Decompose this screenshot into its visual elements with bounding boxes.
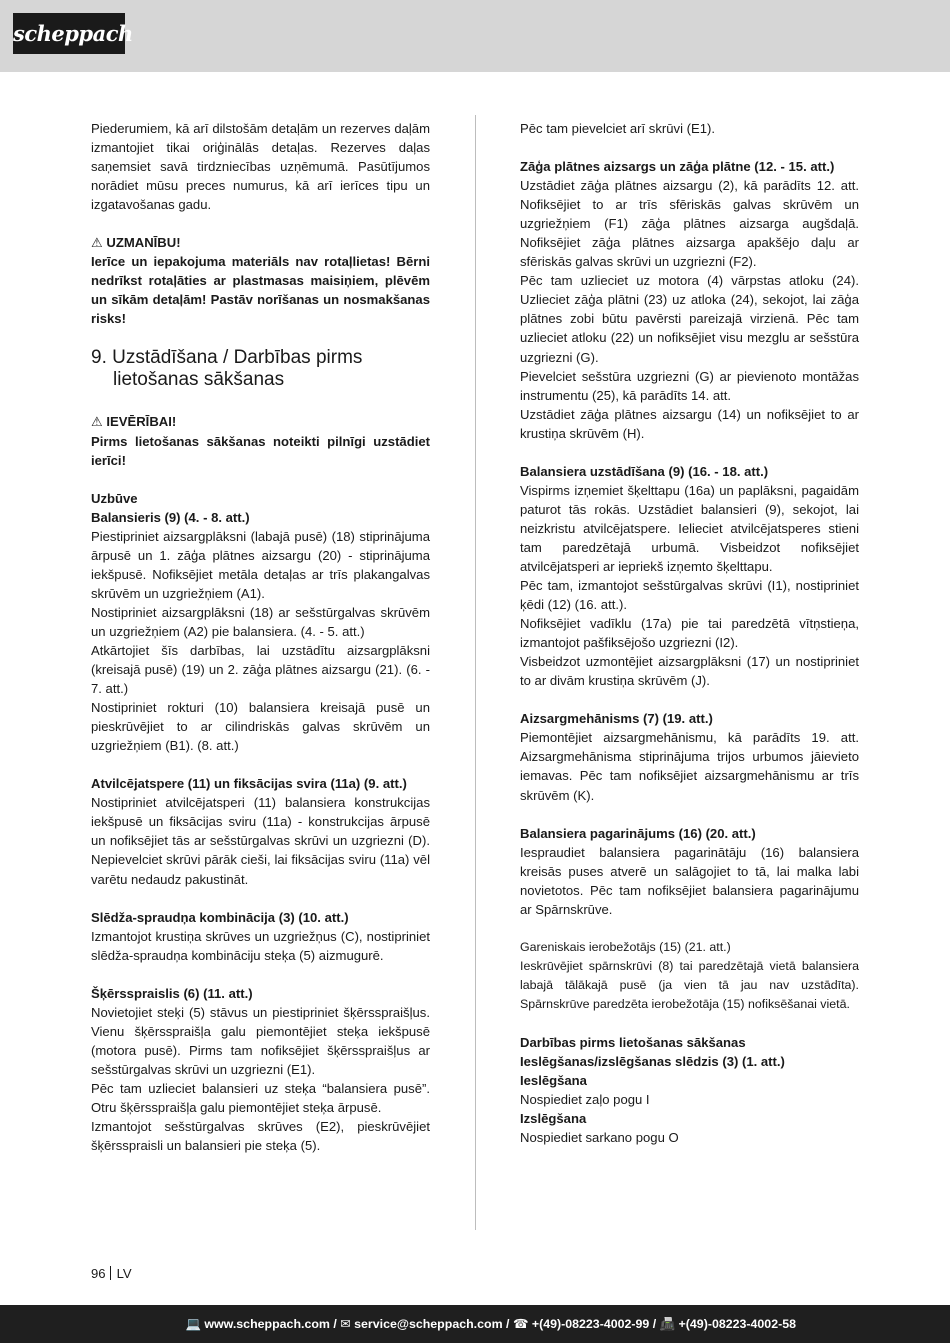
warning-1-title — [91, 233, 430, 252]
paragraph: Ieskrūvējiet spārnskrūvi (8) tai paredzētajā vietā balansiera labajā tālākajā pusē (ja vien tā jau nav uzstādīta). Spārnskrūve paredzēta ierobežotāja (15) nofiksēšanai vietā. — [520, 958, 859, 1011]
subheading-pagarinajums: Balansiera pagarinājums (16) (20. att.) — [520, 825, 756, 841]
paragraph: Uzstādiet zāģa plātnes aizsargu (2), kā parādīts 12. att. Nofiksējiet to ar trīs sfēriskās galvas skrūvēm un uzgriežņiem (F1) zāģa plātnes aizsarga augšdaļā. Nofiksējiet zāģa plātnes aizsarga apakšējo daļu ar sfēriskās galvas skrūvi un uzgriezni (F2). — [520, 178, 859, 270]
subheading-skersspraislis: Šķērsspraislis (6) (11. att.) — [91, 985, 253, 1001]
subheading-darbibas: Darbības pirms lietošanas sākšanas — [520, 1034, 746, 1050]
paragraph: Vispirms izņemiet šķelttapu (16a) un paplāksni, pagaidām paturot tās rokās. Uzstādiet balansieri (9), sekojot, lai neizkristu atvilcējatspere. Ielieciet atvilcējatsperes stieni tam paredzētajā urbumā. Visbeidzot nofiksējiet atvilcējatsperi ar iepriekš izņemto šķelttapu. — [520, 482, 859, 574]
page-language: LV — [116, 1266, 132, 1281]
paragraph: Izmantojot sešstūrgalvas skrūves (E2), pieskrūvējiet šķērsspraisli un balansieri pie steķa (5). — [91, 1119, 430, 1154]
subheading-sledza: Slēdža-spraudņa kombinācija (3) (10. att.) — [91, 909, 349, 925]
mail-icon: ✉ — [340, 1317, 351, 1331]
computer-icon: 💻 — [185, 1317, 201, 1331]
footer-sep: / — [506, 1317, 510, 1331]
right-column — [520, 119, 859, 1147]
phone-icon: ☎ — [512, 1317, 529, 1331]
fax-icon: 📠 — [659, 1317, 676, 1331]
paragraph: Piestipriniet aizsargplāksni (labajā pusē) (18) stiprinājuma ārpusē un 1. zāģa plātnes aizsargu (20) - stiprinājuma iekšpusē. Nofiksējiet metāla detaļas ar trīs plakangalvas skrūvēm un uzgriežņiem (A1). — [91, 528, 430, 601]
page-number-separator — [110, 1266, 111, 1280]
paragraph: Atkārtojiet šīs darbības, lai uzstādītu aizsargplāksni (kreisajā pusē) (19) un 2. zāģa plātnes aizsargu (21). (6. - 7. att.) — [91, 642, 430, 697]
paragraph: Izmantojot krustiņa skrūves un uzgriežņus (C), nostipriniet slēdža-spraudņa kombināciju steķa (5) aizmugurē. — [91, 928, 430, 963]
paragraph: Nospiediet zaļo pogu I — [520, 1092, 650, 1108]
label-ieslegsana: Ieslēgšana — [520, 1073, 587, 1089]
paragraph: Nostipriniet rokturi (10) balansiera kreisajā pusē un pieskrūvējiet to ar cilindriskās galvas skrūvēm un uzgriežņiem (B1). (8. att.) — [91, 700, 430, 754]
paragraph: Uzstādiet zāģa plātnes aizsargu (14) un nofiksējiet to ar krustiņa skrūvēm (H). — [520, 406, 859, 441]
subheading-uzbuve: Uzbūve — [91, 490, 138, 506]
page-number-value: 96 — [91, 1266, 106, 1281]
paragraph: Iespraudiet balansiera pagarinātāju (16) balansiera kreisās puses atverē un salāgojiet to tā, lai malka labi novietotos. Pēc tam nofiksējiet balansiera pagarinājumu ar Spārnskrūve. — [520, 844, 859, 917]
paragraph: Pēc tam uzlieciet balansieri uz steķa “balansiera pusē”. Otru šķērsspraišļa galu piemontējiet steķa ārpusē. — [91, 1080, 430, 1115]
paragraph: Pēc tam uzlieciet uz motora (4) vārpstas atloku (24). Uzlieciet zāģa plātni (23) uz atloka (24), sekojot, lai zāģa plātnes zobi būtu pavērsti pareizajā virzienā. Pēc tam uzlieciet atloku (22) un nofiksējiet visu mezglu ar sešstūra uzgriezni (G). — [520, 273, 859, 365]
subheading-aizsargmehanisms: Aizsargmehānisms (7) (19. att.) — [520, 711, 713, 727]
subheading-balansiera-uzstadisana: Balansiera uzstādīšana (9) (16. - 18. att.) — [520, 463, 769, 479]
warning-icon: ⚠ — [91, 414, 103, 430]
paragraph: Pēc tam pievelciet arī skrūvi (E1). — [520, 121, 716, 136]
paragraph: Pēc tam, izmantojot sešstūrgalvas skrūvi (I1), nostipriniet ķēdi (12) (16. att.). — [520, 578, 859, 613]
footer-fax: +(49)-08223-4002-58 — [678, 1317, 796, 1331]
subheading-sledzis: Ieslēgšanas/izslēgšanas slēdzis (3) (1. att.) — [520, 1054, 785, 1070]
label-izslegsana: Izslēgšana — [520, 1111, 587, 1127]
warning-2-text: Pirms lietošanas sākšanas noteikti pilnīgi uzstādiet ierīci! — [91, 433, 430, 468]
section-title: 9. Uzstādīšana / Darbības pirms lietošanas sākšanas — [91, 347, 363, 391]
page-footer — [0, 1305, 950, 1343]
warning-2-title — [91, 412, 430, 431]
footer-email: service@scheppach.com — [354, 1317, 503, 1331]
paragraph: Nofiksējiet vadīklu (17a) pie tai paredzētā vītņstieņa, izmantojot pašfiksējošo uzgriezni (I2). — [520, 616, 859, 651]
paragraph: Piemontējiet aizsargmehānismu, kā parādīts 19. att. Aizsargmehānisma stiprinājuma trijos urbumos jāievieto iemavas. Pēc tam nofiksējiet aizsargmehānismu ar trīs skrūvēm (K). — [520, 730, 859, 803]
footer-sep: / — [652, 1317, 657, 1331]
column-divider — [475, 115, 476, 1230]
paragraph: Novietojiet steķi (5) stāvus un piestipriniet šķērsspraišļus. Vienu šķērsspraišļa galu piemontējiet steķa iekšpusē (motora pusē). Pirms tam nofiksējiet šķērsspraišļus ar sešstūrgalvas skrūvi un uzgriezni (E1). — [91, 1004, 430, 1077]
paragraph: Pievelciet sešstūra uzgriezni (G) ar pievienoto montāžas instrumentu (25), kā parādīts 14. att. — [520, 368, 859, 403]
paragraph: Nostipriniet aizsargplāksni (18) ar sešstūrgalvas skrūvēm un uzgriežņiem (A2) pie balansiera. (4. - 5. att.) — [91, 604, 430, 639]
subheading-atvilcejatspere: Atvilcējatspere (11) un fiksācijas svira (11a) (9. att.) — [91, 776, 407, 792]
paragraph: Visbeidzot uzmontējiet aizsargplāksni (17) un nostipriniet to ar divām krustiņa skrūvēm (J). — [520, 654, 859, 689]
page-header — [0, 0, 950, 72]
footer-web: www.scheppach.com — [204, 1317, 330, 1331]
subheading-balansieris: Balansieris (9) (4. - 8. att.) — [91, 509, 250, 525]
subheading-gareniskais: Gareniskais ierobežotājs (15) (21. att.) — [520, 939, 731, 954]
warning-1-label: UZMANĪBU! — [106, 235, 181, 251]
warning-2-label: IEVĒRĪBAI! — [106, 414, 177, 430]
warning-1-text: Ierīce un iepakojuma materiāls nav rotaļlietas! Bērni nedrīkst rotaļāties ar plastmasas maisiņiem, plēvēm un sīkām detaļām! Pastāv norīšanas un nosmakšanas risks! — [91, 254, 430, 327]
left-column — [91, 119, 430, 1155]
subheading-zaga: Zāģa plātnes aizsargs un zāģa plātne (12. - 15. att.) — [520, 159, 835, 175]
paragraph: Nospiediet sarkano pogu O — [520, 1130, 679, 1146]
scheppach-logo: scheppach — [13, 13, 125, 54]
footer-sep: / — [333, 1317, 337, 1331]
footer-contact — [186, 1305, 797, 1343]
intro-paragraph: Piederumiem, kā arī dilstošām detaļām un rezerves daļām izmantojiet tikai oriģinālās detaļas. Rezerves daļas saņemsiet savā tirdzniecības uzņēmumā. Pasūtījumos norādiet mūsu preces numurus, kā arī ierīces tipu un izgatavošanas gadu. — [91, 121, 430, 213]
footer-phone: +(49)-08223-4002-99 — [531, 1317, 650, 1331]
warning-icon: ⚠ — [91, 235, 103, 251]
paragraph: Nostipriniet atvilcējatsperi (11) balansiera konstrukcijas iekšpusē un fiksācijas sviru (11a) - konstrukcijas ārpusē un nofiksējiet tās ar sešstūrgalvas skrūvi un uzgriezni (D). Nepievelciet skrūvi pārāk cieši, lai fiksācijas sviru (11a) vēl varētu nedaudz pakustināt. — [91, 795, 430, 887]
page-number — [91, 1266, 132, 1282]
